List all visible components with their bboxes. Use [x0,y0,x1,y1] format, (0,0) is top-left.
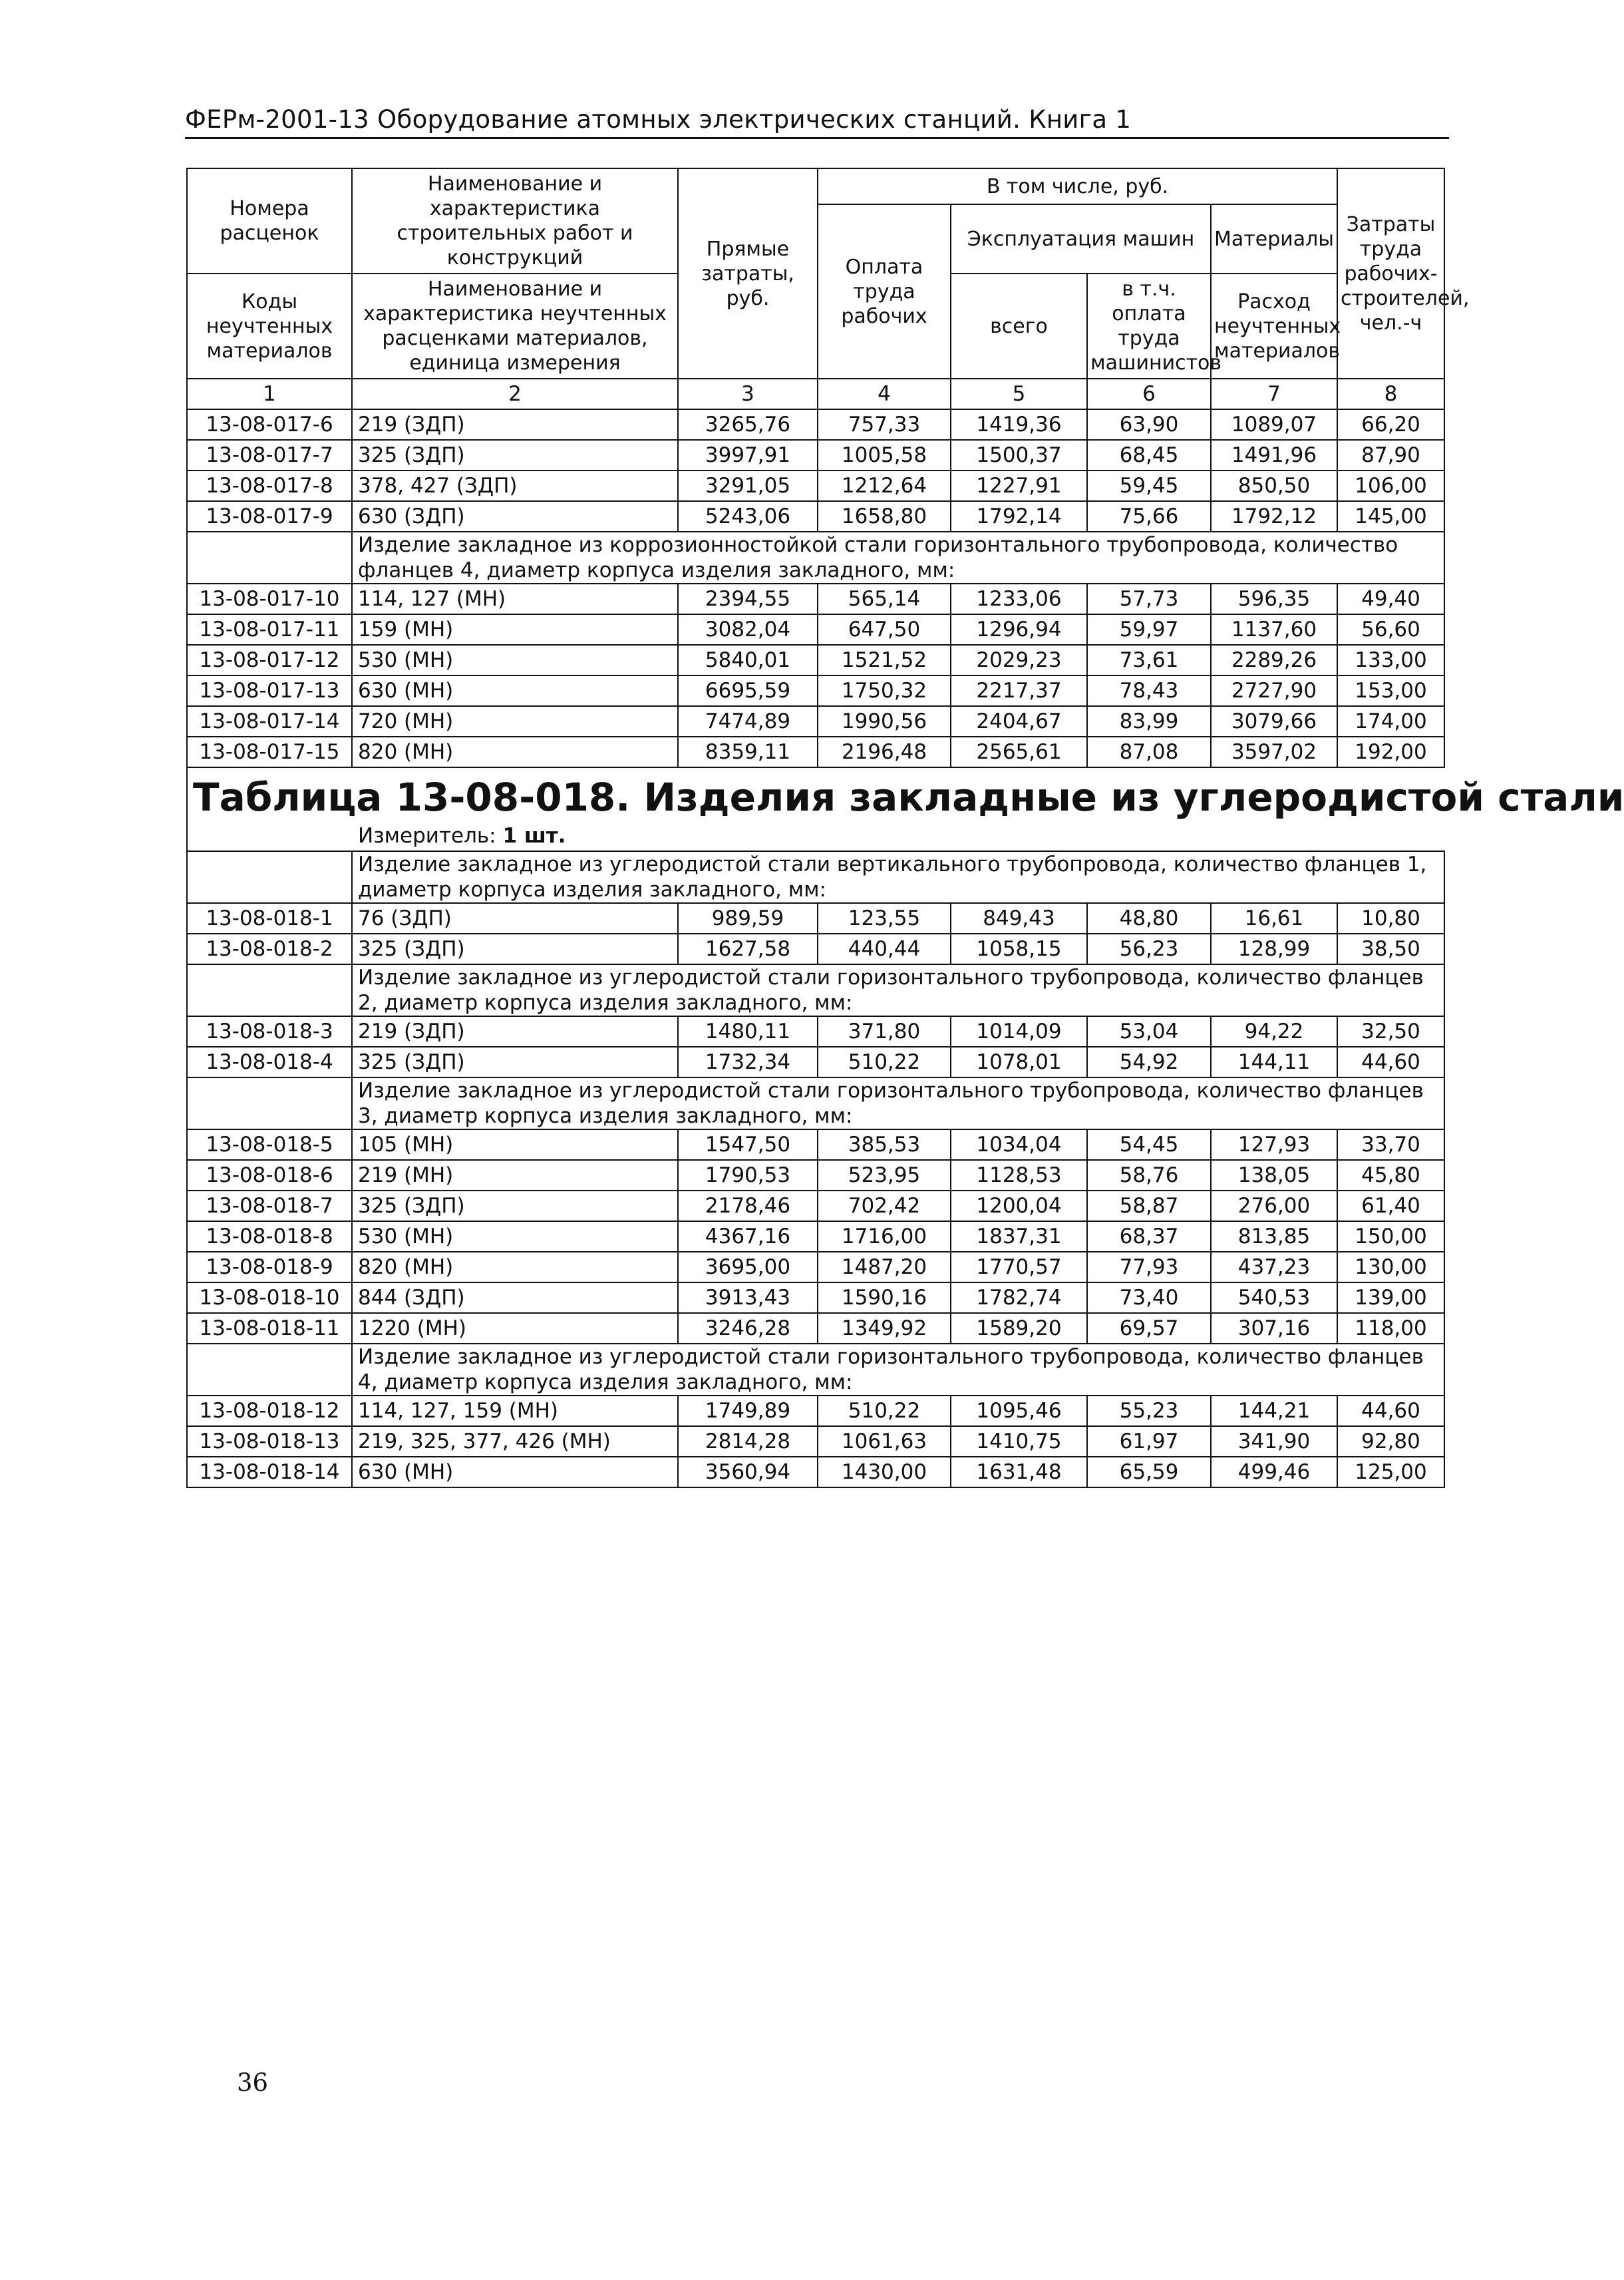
direct-cost: 2178,46 [678,1191,818,1221]
labor-hours: 33,70 [1337,1129,1444,1160]
operator-labor: 73,40 [1087,1282,1211,1313]
direct-cost: 3695,00 [678,1252,818,1282]
labor-cost: 1716,00 [818,1221,951,1252]
section-heading: Изделие закладное из углеродистой стали горизонтального трубопровода, количество фланцев 4, диаметр корпуса изделия закладного, мм: [352,1344,1444,1396]
labor-cost: 440,44 [818,934,951,964]
labor-cost: 1005,58 [818,440,951,471]
table-row [187,501,1444,532]
machine-total: 1058,15 [951,934,1087,964]
col2-top-header: Наименование и характеристика строительных работ и конструкций [352,168,678,274]
group-header: В том числе, руб. [818,168,1337,204]
machine-total: 1227,91 [951,471,1087,501]
labor-hours: 87,90 [1337,440,1444,471]
labor-cost: 1658,80 [818,501,951,532]
labor-hours: 125,00 [1337,1457,1444,1487]
item-name: 219 (МН) [352,1160,678,1191]
labor-hours: 118,00 [1337,1313,1444,1344]
operator-labor: 87,08 [1087,737,1211,767]
item-name: 630 (ЗДП) [352,501,678,532]
labor-cost: 1430,00 [818,1457,951,1487]
header-row-1 [187,168,1444,204]
col3-header: Прямые затраты, руб. [678,168,818,379]
labor-cost: 1061,63 [818,1426,951,1457]
table-row [187,1016,1444,1047]
unit-label: Измеритель: [358,824,496,848]
rate-code: 13-08-017-12 [187,645,352,675]
item-name: 325 (ЗДП) [352,934,678,964]
table-row [187,1191,1444,1221]
direct-cost: 2394,55 [678,584,818,614]
operator-labor: 55,23 [1087,1396,1211,1426]
operator-labor: 57,73 [1087,584,1211,614]
operator-labor: 77,93 [1087,1252,1211,1282]
material-cost: 540,53 [1211,1282,1337,1313]
column-number: 8 [1337,379,1444,409]
column-number: 4 [818,379,951,409]
column-number: 1 [187,379,352,409]
item-name: 630 (МН) [352,675,678,706]
material-cost: 16,61 [1211,903,1337,934]
page-number: 36 [237,2068,269,2097]
rate-code: 13-08-018-10 [187,1282,352,1313]
item-name: 530 (МН) [352,645,678,675]
direct-cost: 8359,11 [678,737,818,767]
section-heading-row [187,1344,1444,1396]
labor-cost: 2196,48 [818,737,951,767]
labor-hours: 106,00 [1337,471,1444,501]
material-cost: 499,46 [1211,1457,1337,1487]
material-cost: 341,90 [1211,1426,1337,1457]
operator-labor: 59,45 [1087,471,1211,501]
rate-code: 13-08-017-11 [187,614,352,645]
section-heading-row [187,1077,1444,1129]
item-name: 114, 127 (МН) [352,584,678,614]
material-cost: 1089,07 [1211,409,1337,440]
table-row [187,471,1444,501]
table-row [187,903,1444,934]
material-cost: 1792,12 [1211,501,1337,532]
rate-code: 13-08-017-10 [187,584,352,614]
material-cost: 276,00 [1211,1191,1337,1221]
col8-header: Затраты труда рабочих-строителей, чел.-ч [1337,168,1444,379]
item-name: 76 (ЗДП) [352,903,678,934]
labor-cost: 510,22 [818,1047,951,1077]
rates-table [186,168,1624,1488]
material-cost: 2727,90 [1211,675,1337,706]
col6-header: в т.ч. оплата труда машинистов [1087,274,1211,379]
labor-cost: 647,50 [818,614,951,645]
table-row [187,1457,1444,1487]
machine-total: 1770,57 [951,1252,1087,1282]
material-cost: 307,16 [1211,1313,1337,1344]
table-title-row [187,767,1444,851]
machine-total: 1233,06 [951,584,1087,614]
item-name: 325 (ЗДП) [352,1047,678,1077]
rate-code: 13-08-017-8 [187,471,352,501]
direct-cost: 1547,50 [678,1129,818,1160]
operator-labor: 83,99 [1087,706,1211,737]
rate-code: 13-08-018-3 [187,1016,352,1047]
section-spacer [187,1344,352,1396]
rate-code: 13-08-018-6 [187,1160,352,1191]
item-name: 325 (ЗДП) [352,1191,678,1221]
section-spacer [187,1077,352,1129]
unit-value: 1 шт. [502,824,566,848]
direct-cost: 3082,04 [678,614,818,645]
machine-total: 1837,31 [951,1221,1087,1252]
operator-labor: 59,97 [1087,614,1211,645]
material-cost: 3079,66 [1211,706,1337,737]
labor-cost: 385,53 [818,1129,951,1160]
item-name: 378, 427 (ЗДП) [352,471,678,501]
operator-labor: 63,90 [1087,409,1211,440]
labor-cost: 702,42 [818,1191,951,1221]
labor-hours: 61,40 [1337,1191,1444,1221]
table-row [187,440,1444,471]
labor-hours: 92,80 [1337,1426,1444,1457]
labor-hours: 145,00 [1337,501,1444,532]
labor-cost: 371,80 [818,1016,951,1047]
rate-code: 13-08-017-9 [187,501,352,532]
direct-cost: 3265,76 [678,409,818,440]
labor-cost: 1349,92 [818,1313,951,1344]
section-heading: Изделие закладное из углеродистой стали горизонтального трубопровода, количество фланцев 3, диаметр корпуса изделия закладного, мм: [352,1077,1444,1129]
operator-labor: 48,80 [1087,903,1211,934]
labor-cost: 565,14 [818,584,951,614]
labor-hours: 133,00 [1337,645,1444,675]
material-cost: 813,85 [1211,1221,1337,1252]
col1-bottom-header: Коды неучтенных материалов [187,274,352,379]
material-cost: 127,93 [1211,1129,1337,1160]
rate-code: 13-08-018-2 [187,934,352,964]
item-name: 530 (МН) [352,1221,678,1252]
machine-total: 1200,04 [951,1191,1087,1221]
machine-total: 1128,53 [951,1160,1087,1191]
material-cost: 437,23 [1211,1252,1337,1282]
rate-code: 13-08-017-7 [187,440,352,471]
direct-cost: 3560,94 [678,1457,818,1487]
section-heading-row [187,964,1444,1016]
table-row [187,1426,1444,1457]
operator-labor: 69,57 [1087,1313,1211,1344]
rate-code: 13-08-017-6 [187,409,352,440]
page-header-title: ФЕРм-2001-13 Оборудование атомных электрических станций. Книга 1 [185,105,1132,134]
direct-cost: 4367,16 [678,1221,818,1252]
labor-cost: 510,22 [818,1396,951,1426]
operator-labor: 53,04 [1087,1016,1211,1047]
header-rule [185,137,1449,139]
material-cost: 1491,96 [1211,440,1337,471]
labor-cost: 1521,52 [818,645,951,675]
machine-total: 2565,61 [951,737,1087,767]
operator-labor: 54,92 [1087,1047,1211,1077]
machine-total: 2029,23 [951,645,1087,675]
operator-labor: 78,43 [1087,675,1211,706]
labor-hours: 49,40 [1337,584,1444,614]
direct-cost: 6695,59 [678,675,818,706]
operator-labor: 73,61 [1087,645,1211,675]
machine-total: 1014,09 [951,1016,1087,1047]
section-spacer [187,964,352,1016]
table-row [187,409,1444,440]
machine-total: 2404,67 [951,706,1087,737]
table-title: Таблица 13-08-018. Изделия закладные из углеродистой стали [193,775,1624,820]
direct-cost: 5243,06 [678,501,818,532]
labor-cost: 757,33 [818,409,951,440]
machine-total: 1410,75 [951,1426,1087,1457]
labor-hours: 130,00 [1337,1252,1444,1282]
rates-table-container [186,168,1624,1488]
table-row [187,645,1444,675]
item-name: 820 (МН) [352,737,678,767]
labor-cost: 123,55 [818,903,951,934]
direct-cost: 1749,89 [678,1396,818,1426]
operator-labor: 65,59 [1087,1457,1211,1487]
operator-labor: 54,45 [1087,1129,1211,1160]
item-name: 820 (МН) [352,1252,678,1282]
material-cost: 3597,02 [1211,737,1337,767]
direct-cost: 1732,34 [678,1047,818,1077]
section-heading: Изделие закладное из коррозионностойкой стали горизонтального трубопровода, количество фланцев 4, диаметр корпуса изделия закладного, мм: [352,532,1444,584]
table-row [187,934,1444,964]
table-row [187,1129,1444,1160]
machine-total: 1078,01 [951,1047,1087,1077]
table-row [187,1396,1444,1426]
direct-cost: 3913,43 [678,1282,818,1313]
labor-hours: 192,00 [1337,737,1444,767]
column-numbers-row [187,379,1444,409]
direct-cost: 1627,58 [678,934,818,964]
material-cost: 144,11 [1211,1047,1337,1077]
operator-labor: 68,45 [1087,440,1211,471]
col5-header: всего [951,274,1087,379]
column-number: 2 [352,379,678,409]
direct-cost: 989,59 [678,903,818,934]
material-cost: 144,21 [1211,1396,1337,1426]
material-cost: 138,05 [1211,1160,1337,1191]
labor-hours: 32,50 [1337,1016,1444,1047]
direct-cost: 1480,11 [678,1016,818,1047]
rate-code: 13-08-017-14 [187,706,352,737]
material-cost: 94,22 [1211,1016,1337,1047]
machine-total: 1792,14 [951,501,1087,532]
table-row [187,675,1444,706]
item-name: 325 (ЗДП) [352,440,678,471]
direct-cost: 3291,05 [678,471,818,501]
rate-code: 13-08-018-12 [187,1396,352,1426]
direct-cost: 1790,53 [678,1160,818,1191]
machine-total: 1589,20 [951,1313,1087,1344]
table-row [187,584,1444,614]
labor-hours: 150,00 [1337,1221,1444,1252]
machine-total: 1419,36 [951,409,1087,440]
direct-cost: 7474,89 [678,706,818,737]
material-cost: 850,50 [1211,471,1337,501]
machine-total: 1034,04 [951,1129,1087,1160]
machines-header: Эксплуатация машин [951,204,1211,274]
labor-hours: 66,20 [1337,409,1444,440]
materials-header: Материалы [1211,204,1337,274]
material-cost: 596,35 [1211,584,1337,614]
direct-cost: 3997,91 [678,440,818,471]
rate-code: 13-08-017-15 [187,737,352,767]
section-heading: Изделие закладное из углеродистой стали горизонтального трубопровода, количество фланцев 2, диаметр корпуса изделия закладного, мм: [352,964,1444,1016]
labor-cost: 1212,64 [818,471,951,501]
machine-total: 1782,74 [951,1282,1087,1313]
column-number: 6 [1087,379,1211,409]
labor-hours: 56,60 [1337,614,1444,645]
column-number: 3 [678,379,818,409]
rate-code: 13-08-018-4 [187,1047,352,1077]
labor-hours: 44,60 [1337,1396,1444,1426]
labor-hours: 174,00 [1337,706,1444,737]
item-name: 219, 325, 377, 426 (МН) [352,1426,678,1457]
section-spacer [187,851,352,903]
section-heading-row [187,532,1444,584]
labor-hours: 139,00 [1337,1282,1444,1313]
direct-cost: 2814,28 [678,1426,818,1457]
machine-total: 1296,94 [951,614,1087,645]
col4-header: Оплата труда рабочих [818,204,951,379]
machine-total: 849,43 [951,903,1087,934]
material-cost: 1137,60 [1211,614,1337,645]
rate-code: 13-08-018-11 [187,1313,352,1344]
item-name: 114, 127, 159 (МН) [352,1396,678,1426]
table-row [187,1160,1444,1191]
operator-labor: 75,66 [1087,501,1211,532]
labor-cost: 523,95 [818,1160,951,1191]
item-name: 159 (МН) [352,614,678,645]
table-row [187,706,1444,737]
rate-code: 13-08-018-1 [187,903,352,934]
material-cost: 128,99 [1211,934,1337,964]
rate-code: 13-08-018-5 [187,1129,352,1160]
table-row [187,1047,1444,1077]
labor-hours: 10,80 [1337,903,1444,934]
labor-cost: 1990,56 [818,706,951,737]
item-name: 219 (ЗДП) [352,409,678,440]
table-row [187,1282,1444,1313]
machine-total: 1500,37 [951,440,1087,471]
item-name: 720 (МН) [352,706,678,737]
material-cost: 2289,26 [1211,645,1337,675]
rate-code: 13-08-017-13 [187,675,352,706]
operator-labor: 68,37 [1087,1221,1211,1252]
rate-code: 13-08-018-14 [187,1457,352,1487]
rate-code: 13-08-018-8 [187,1221,352,1252]
item-name: 630 (МН) [352,1457,678,1487]
item-name: 219 (ЗДП) [352,1016,678,1047]
labor-cost: 1487,20 [818,1252,951,1282]
operator-labor: 56,23 [1087,934,1211,964]
column-number: 7 [1211,379,1337,409]
table-row [187,1313,1444,1344]
operator-labor: 58,87 [1087,1191,1211,1221]
table-row [187,1252,1444,1282]
col2-bottom-header: Наименование и характеристика неучтенных расценками материалов, единица измерения [352,274,678,379]
labor-cost: 1590,16 [818,1282,951,1313]
labor-hours: 44,60 [1337,1047,1444,1077]
labor-hours: 153,00 [1337,675,1444,706]
table-title-cell [187,767,1624,851]
rate-code: 13-08-018-13 [187,1426,352,1457]
col7-header: Расход неучтенных материалов [1211,274,1337,379]
item-name: 844 (ЗДП) [352,1282,678,1313]
rate-code: 13-08-018-7 [187,1191,352,1221]
labor-hours: 45,80 [1337,1160,1444,1191]
machine-total: 2217,37 [951,675,1087,706]
labor-hours: 38,50 [1337,934,1444,964]
table-row [187,737,1444,767]
machine-total: 1095,46 [951,1396,1087,1426]
machine-total: 1631,48 [951,1457,1087,1487]
operator-labor: 61,97 [1087,1426,1211,1457]
section-heading-row [187,851,1444,903]
column-number: 5 [951,379,1087,409]
labor-cost: 1750,32 [818,675,951,706]
direct-cost: 3246,28 [678,1313,818,1344]
unit-line [193,821,1439,851]
table-row [187,614,1444,645]
col1-top-header: Номера расценок [187,168,352,274]
operator-labor: 58,76 [1087,1160,1211,1191]
item-name: 1220 (МН) [352,1313,678,1344]
direct-cost: 5840,01 [678,645,818,675]
section-spacer [187,532,352,584]
section-heading: Изделие закладное из углеродистой стали вертикального трубопровода, количество фланцев 1, диаметр корпуса изделия закладного, мм: [352,851,1444,903]
rate-code: 13-08-018-9 [187,1252,352,1282]
table-row [187,1221,1444,1252]
item-name: 105 (МН) [352,1129,678,1160]
